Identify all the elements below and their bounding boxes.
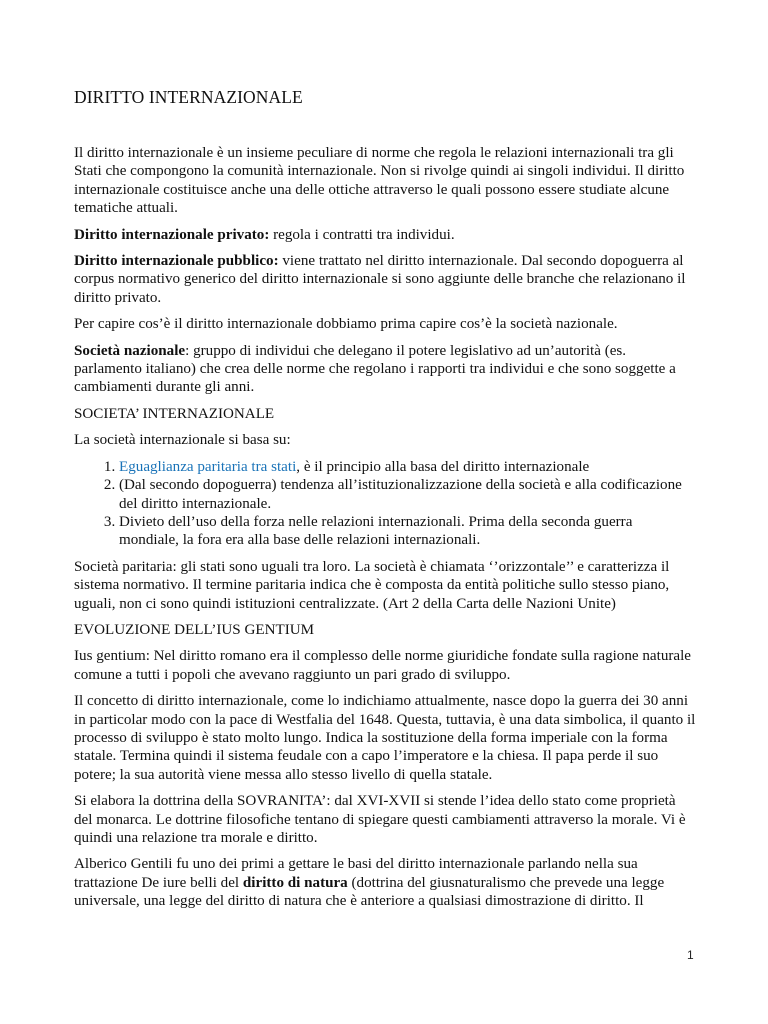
list-item-text: Divieto dell’uso della forza nelle relazioni internazionali. Prima della seconda guerra mondiale, la fora era alla base delle relazioni internazionali. [119, 513, 633, 549]
basi-intro: La società internazionale si basa su: [74, 432, 291, 449]
gentili-text-before: Alberico Gentili fu uno dei primi a gettare le basi del diritto internazionale parlando nella sua trattazione De iure belli del [74, 856, 638, 891]
sovranita-paragraph: Si elabora la dottrina della SOVRANITA’: dal XVI-XVII si stende l’idea dello stato come proprietà del monarca. Le dottrine filosofiche tentano di spiegare questi cambiamenti attraverso la morale. Vi è quindi una relazione tra morale e diritto. [74, 793, 686, 846]
concetto-paragraph: Il concetto di diritto internazionale, come lo indichiamo attualmente, nasce dopo la guerra dei 30 anni in particolar modo con la pace di Westfalia del 1648. Questa, tuttavia, è una data simbolica, il quanto il processo di sviluppo è stato molto lungo. Indica la sostituzione della forma imperiale con la forma statale. Termina quindi il sistema feudale con a capo l’imperatore e la chiesa. Il papa perde il suo potere; la sua autorità viene messa allo stesso livello di quella statale. [74, 693, 696, 783]
pubblico-text: viene trattato nel diritto internazionale. Dal secondo dopoguerra al corpus normativo generico del diritto internazionale si sono aggiunte delle branche che relazionano il diritto privato. [74, 253, 686, 306]
list-item-text: (Dal secondo dopoguerra) tendenza all’istituzionalizzazione della società e alla codificazione del diritto internazionale. [119, 477, 682, 512]
societa-nazionale-term: Società nazionale [74, 342, 186, 359]
heading-evoluzione: EVOLUZIONE DELL’IUS GENTIUM [74, 621, 315, 638]
heading-societa-internazionale: SOCIETA’ INTERNAZIONALE [74, 405, 275, 422]
gentili-text-after: (dottrina del giusnaturalismo che prevede una legge universale, una legge del diritto di natura che è anteriore a qualsiasi dimostrazione di diritto. Il [74, 874, 665, 910]
privato-text: regola i contratti tra individui. [269, 226, 455, 243]
paritaria-paragraph: Società paritaria: gli stati sono uguali tra loro. La società è chiamata ‘’orizzontale’’ e caratterizza il sistema normativo. Il termine paritaria indica che è composta da entità politiche sullo stesso piano, uguali, non ci sono quindi istituzioni centralizzate. (Art 2 della Carta delle Nazioni Unite) [74, 558, 670, 612]
list-item [119, 458, 696, 476]
per-capire-paragraph: Per capire cos’è il diritto internazionale dobbiamo prima capire cos’è la società nazionale. [74, 316, 618, 333]
pubblico-paragraph [74, 252, 696, 307]
societa-nazionale-paragraph [74, 342, 696, 397]
list-item-text: , è il principio alla basa del diritto internazionale [296, 458, 590, 475]
diritto-di-natura-term: diritto di natura [242, 874, 348, 891]
pubblico-term: Diritto internazionale pubblico: [74, 253, 279, 270]
list-item [119, 513, 696, 550]
gentili-paragraph [74, 855, 696, 910]
privato-term: Diritto internazionale privato: [74, 226, 270, 243]
privato-paragraph [74, 226, 696, 244]
eguaglianza-link[interactable]: Eguaglianza paritaria tra stati [119, 458, 297, 475]
page-title: DIRITTO INTERNAZIONALE [74, 87, 303, 107]
principles-list [74, 458, 696, 550]
list-item [119, 476, 696, 513]
ius-gentium-paragraph: Ius gentium: Nel diritto romano era il complesso delle norme giuridiche fondate sulla ragione naturale comune a tutti i popoli che avevano raggiunto un pari grado di sviluppo. [74, 648, 691, 683]
intro-paragraph: Il diritto internazionale è un insieme peculiare di norme che regola le relazioni internazionali tra gli Stati che compongono la comunità internazionale. Non si rivolge quindi ai singoli individui. Il diritto internazionale costituisce anche una delle ottiche attraverso le quali possono essere studiate alcune tematiche attuali. [74, 145, 685, 217]
societa-nazionale-text: : gruppo di individui che delegano il potere legislativo ad un’autorità (es. parlamento italiano) che crea delle norme che regolano i rapporti tra individui e che sono soggette a cambiamenti durante gli anni. [74, 342, 676, 396]
page-number: 1 [687, 948, 694, 962]
page-content [74, 86, 696, 919]
